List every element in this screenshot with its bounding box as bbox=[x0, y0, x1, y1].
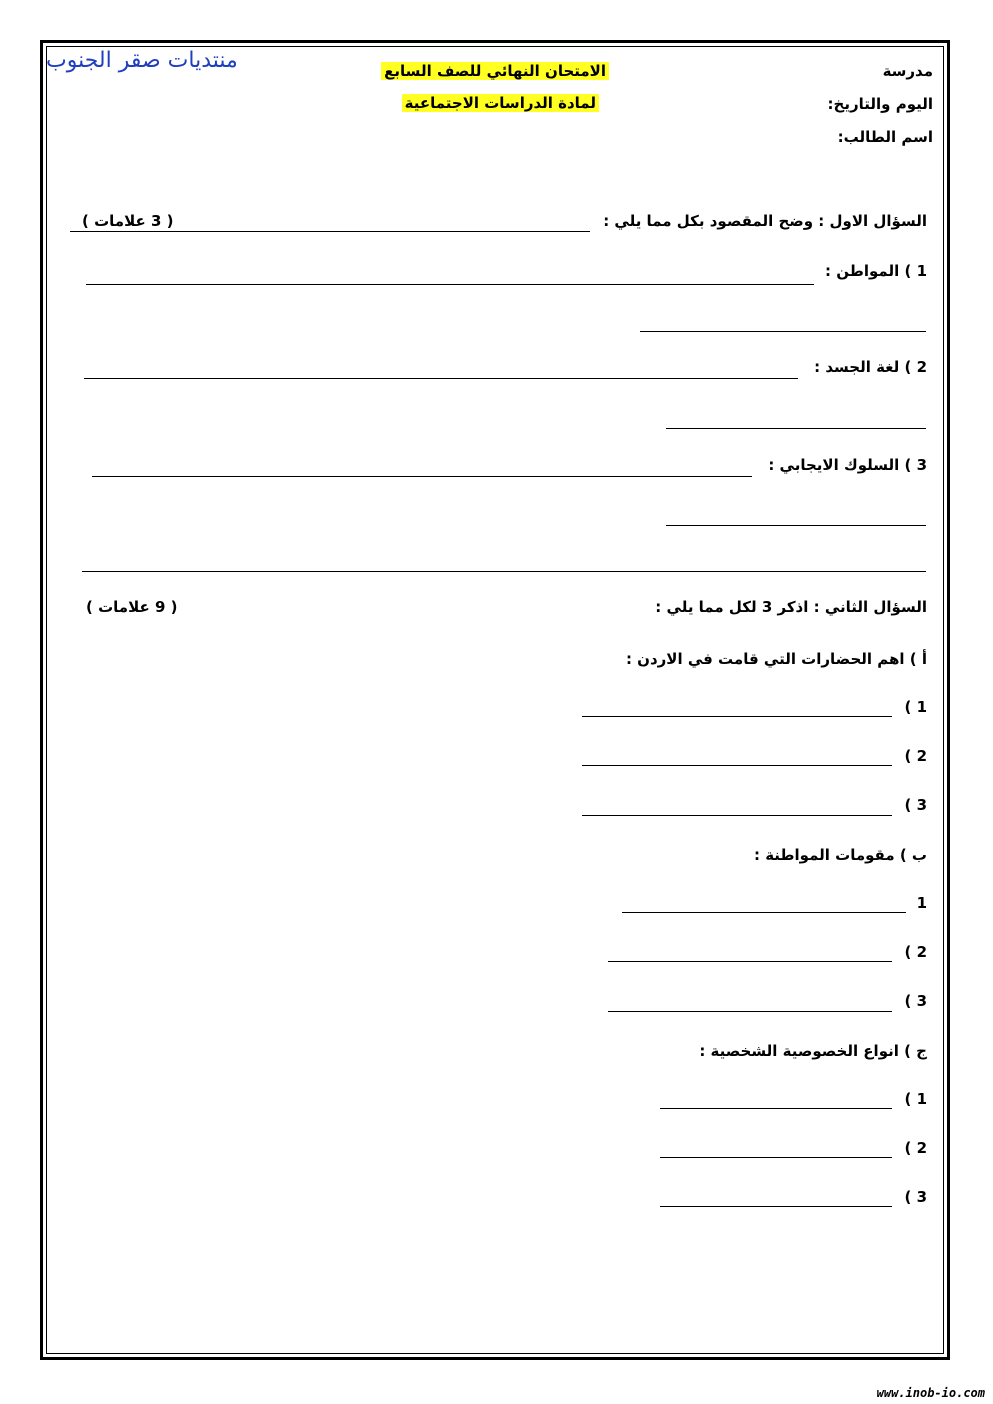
q2-part-a-item-3-label: 3 ) bbox=[904, 796, 927, 814]
q1-item-1-answer-line[interactable] bbox=[86, 284, 814, 285]
q1-item-3-answer-line-2[interactable] bbox=[666, 525, 926, 526]
section-divider bbox=[82, 571, 926, 572]
q2-part-c-item-2-label: 2 ) bbox=[904, 1139, 927, 1157]
q2-part-a-item-1-answer-line[interactable] bbox=[582, 716, 892, 717]
exam-title-line2: لمادة الدراسات الاجتماعية bbox=[402, 94, 599, 112]
watermark-text: منتديات صقر الجنوب bbox=[46, 48, 238, 73]
exam-title-line1: الامتحان النهائي للصف السابع bbox=[381, 62, 609, 80]
q2-part-a-item-3-answer-line[interactable] bbox=[582, 815, 892, 816]
q1-item-1-answer-line-2[interactable] bbox=[640, 331, 926, 332]
q2-part-c-item-3-label: 3 ) bbox=[904, 1188, 927, 1206]
q1-title-underline bbox=[70, 231, 590, 232]
q2-part-c-item-3-answer-line[interactable] bbox=[660, 1206, 892, 1207]
q2-part-b-item-2-answer-line[interactable] bbox=[608, 961, 892, 962]
q1-item-3-answer-line[interactable] bbox=[92, 476, 752, 477]
q1-marks: ( 3 علامات ) bbox=[82, 212, 174, 230]
q2-title: السؤال الثاني : اذكر 3 لكل مما يلي : bbox=[655, 598, 927, 616]
q2-part-a-item-2-answer-line[interactable] bbox=[582, 765, 892, 766]
q2-part-c-item-1-answer-line[interactable] bbox=[660, 1108, 892, 1109]
q1-item-2-answer-line-2[interactable] bbox=[666, 428, 926, 429]
q2-part-c-item-2-answer-line[interactable] bbox=[660, 1157, 892, 1158]
school-label: مدرسة bbox=[882, 62, 933, 80]
q1-item-2-label: 2 ) لغة الجسد : bbox=[814, 358, 927, 376]
q1-item-2-answer-line[interactable] bbox=[84, 378, 798, 379]
q1-item-3-label: 3 ) السلوك الايجابي : bbox=[768, 456, 927, 474]
q2-part-b-item-1-answer-line[interactable] bbox=[622, 912, 906, 913]
q2-part-a-item-1-label: 1 ) bbox=[904, 698, 927, 716]
q2-part-b-title: ب ) مقومات المواطنة : bbox=[753, 846, 927, 864]
q1-item-1-label: 1 ) المواطن : bbox=[825, 262, 927, 280]
q2-part-c-item-1-label: 1 ) bbox=[904, 1090, 927, 1108]
q1-title: السؤال الاول : وضح المقصود بكل مما يلي : bbox=[603, 212, 927, 230]
student-name-label: اسم الطالب: bbox=[837, 128, 933, 146]
date-label: اليوم والتاريخ: bbox=[827, 95, 933, 113]
q2-part-b-item-3-label: 3 ) bbox=[904, 992, 927, 1010]
footer-url: www.inob-io.com bbox=[876, 1386, 985, 1400]
q2-marks: ( 9 علامات ) bbox=[86, 598, 178, 616]
q2-part-a-title: أ ) اهم الحضارات التي قامت في الاردن : bbox=[625, 650, 927, 668]
q2-part-c-title: ج ) انواع الخصوصية الشخصية : bbox=[699, 1042, 927, 1060]
q2-part-b-item-3-answer-line[interactable] bbox=[608, 1011, 892, 1012]
q2-part-b-item-1-label: 1 bbox=[916, 894, 927, 912]
q2-part-a-item-2-label: 2 ) bbox=[904, 747, 927, 765]
q2-part-b-item-2-label: 2 ) bbox=[904, 943, 927, 961]
